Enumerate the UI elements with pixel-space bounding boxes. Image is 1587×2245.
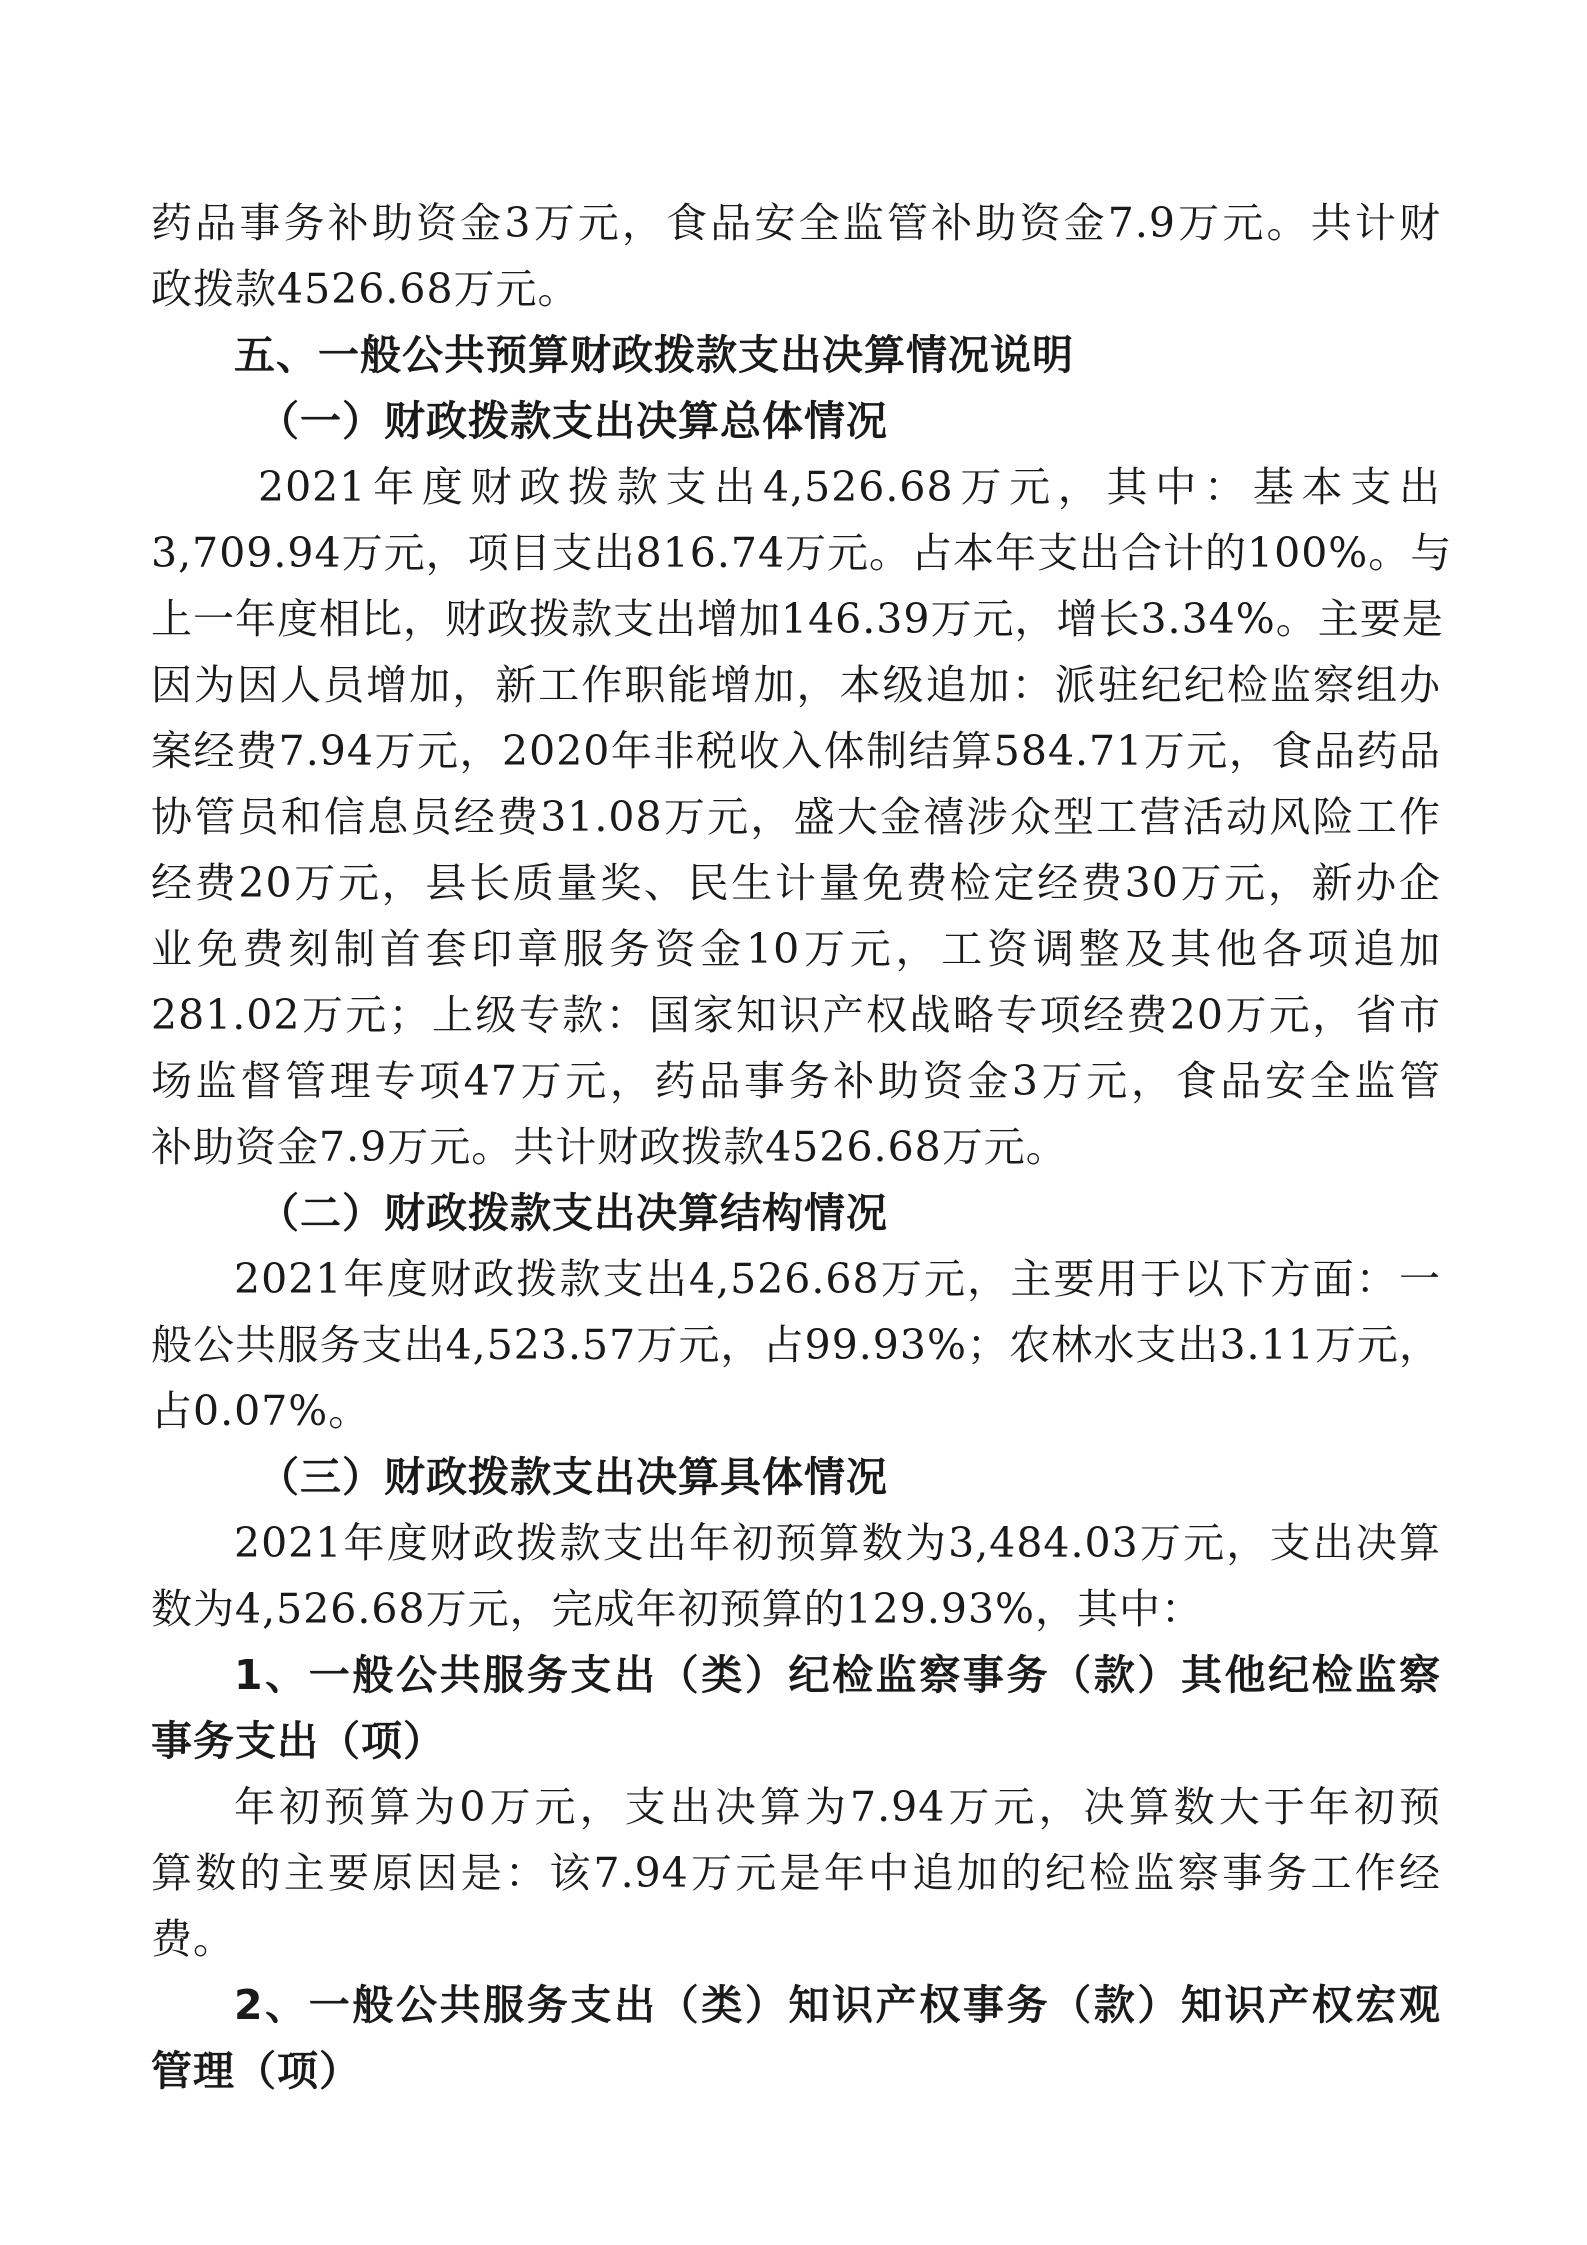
paragraph-line: 经费20万元，县长质量奖、民生计量免费检定经费30万元，新办企: [151, 859, 1441, 907]
paragraph-line: 2021年度财政拨款支出4,526.68万元，主要用于以下方面：一: [234, 1255, 1441, 1303]
paragraph-line: 算数的主要原因是：该7.94万元是年中追加的纪检监察事务工作经: [151, 1849, 1441, 1897]
paragraph-line: 协管员和信息员经费31.08万元，盛大金禧涉众型工营活动风险工作: [151, 793, 1441, 841]
paragraph-line: 补助资金7.9万元。共计财政拨款4526.68万元。: [151, 1123, 1068, 1171]
paragraph-line: 业免费刻制首套印章服务资金10万元，工资调整及其他各项追加: [151, 925, 1441, 973]
section-heading: 五、一般公共预算财政拨款支出决算情况说明: [234, 331, 1074, 379]
item-heading: 1、一般公共服务支出（类）纪检监察事务（款）其他纪检监察: [234, 1651, 1441, 1699]
subsection-heading: （三）财政拨款支出决算具体情况: [258, 1453, 888, 1501]
paragraph-line: 2021年度财政拨款支出年初预算数为3,484.03万元，支出决算: [234, 1519, 1441, 1567]
paragraph-line: 年初预算为0万元，支出决算为7.94万元，决算数大于年初预: [234, 1783, 1441, 1831]
subsection-heading: （二）财政拨款支出决算结构情况: [258, 1189, 888, 1237]
subsection-heading: （一）财政拨款支出决算总体情况: [258, 397, 888, 445]
paragraph-line: 政拨款4526.68万元。: [151, 265, 580, 313]
item-heading: 管理（项）: [151, 2047, 361, 2095]
paragraph-line: 上一年度相比，财政拨款支出增加146.39万元，增长3.34%。主要是: [151, 595, 1444, 643]
paragraph-line: 数为4,526.68万元，完成年初预算的129.93%，其中：: [151, 1585, 1203, 1633]
paragraph-line: 案经费7.94万元，2020年非税收入体制结算584.71万元，食品药品: [151, 727, 1441, 775]
paragraph-line: 2021年度财政拨款支出4,526.68万元，其中：基本支出: [258, 463, 1441, 511]
paragraph-line: 281.02万元；上级专款：国家知识产权战略专项经费20万元，省市: [151, 991, 1441, 1039]
paragraph-line: 药品事务补助资金3万元，食品安全监管补助资金7.9万元。共计财: [151, 199, 1441, 247]
paragraph-line: 费。: [151, 1915, 235, 1963]
item-heading: 2、一般公共服务支出（类）知识产权事务（款）知识产权宏观: [234, 1981, 1441, 2029]
paragraph-line: 般公共服务支出4,523.57万元，占99.93%；农林水支出3.11万元，: [151, 1321, 1441, 1369]
paragraph-line: 场监督管理专项47万元，药品事务补助资金3万元，食品安全监管: [151, 1057, 1441, 1105]
paragraph-line: 3,709.94万元，项目支出816.74万元。占本年支出合计的100%。与: [151, 529, 1453, 577]
item-heading: 事务支出（项）: [151, 1717, 445, 1765]
paragraph-line: 因为因人员增加，新工作职能增加，本级追加：派驻纪纪检监察组办: [151, 661, 1441, 709]
paragraph-line: 占0.07%。: [151, 1387, 371, 1435]
